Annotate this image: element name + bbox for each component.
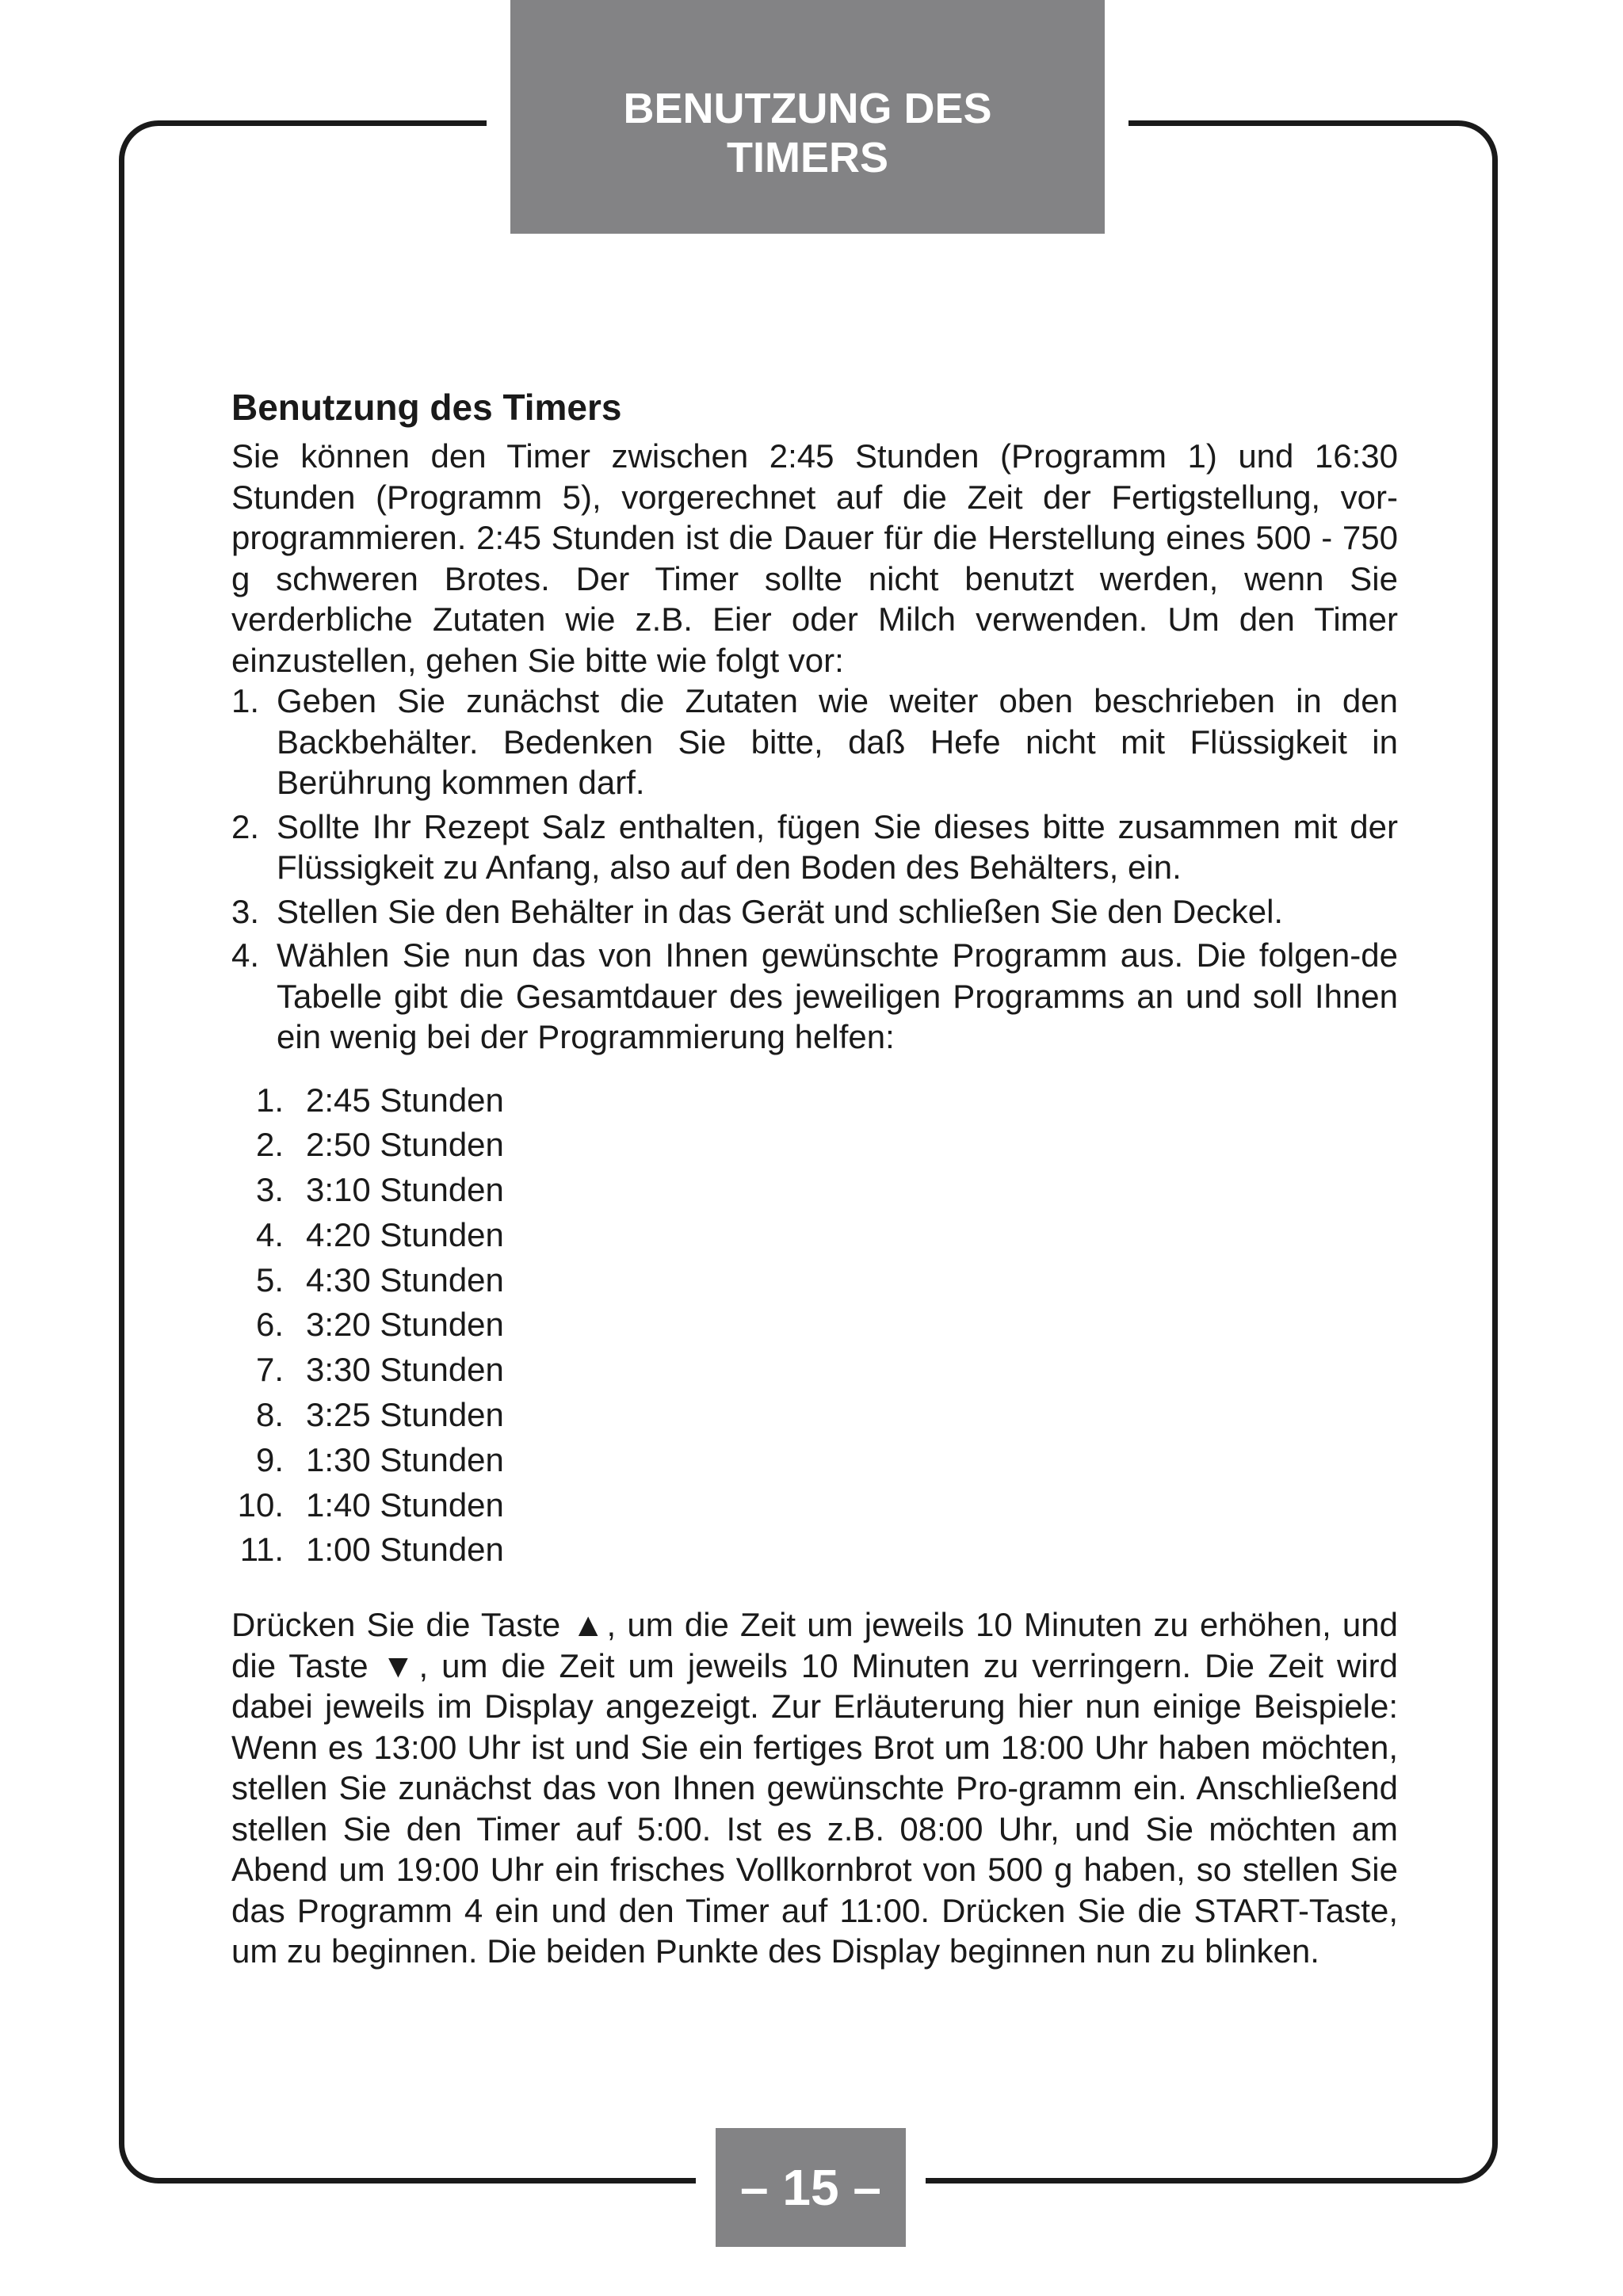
step-item — [231, 891, 1398, 933]
program-duration: 2:50 Stunden — [306, 1126, 504, 1164]
program-row — [231, 1302, 1398, 1348]
program-number: 8. — [255, 1396, 284, 1434]
step-text: Geben Sie zunächst die Zutaten wie weiter oben beschrieben in den Backbehälter. Bedenken Sie bitte, daß Hefe nicht mit Flüssigkeit in Berührung kommen darf. — [277, 682, 1398, 801]
program-duration: 1:40 Stunden — [306, 1486, 504, 1524]
step-item — [231, 681, 1398, 803]
closing-paragraph: Drücken Sie die Taste ▲, um die Zeit um jeweils 10 Minuten zu erhöhen, und die Taste ▼, um die Zeit um jeweils 10 Minuten zu verringern. Die Zeit wird dabei jeweils im Display angezeigt. Zur Erläuterung hier nun einige Beispiele: Wenn es 13:00 Uhr ist und Sie ein fertiges Brot um 18:00 Uhr haben möchten, stellen Sie zunächst das von Ihnen gewünschte Pro-gramm ein. Anschließend stellen Sie den Timer auf 5:00. Ist es z.B. 08:00 Uhr, und Sie möchten am Abend um 19:00 Uhr ein frisches Vollkornbrot von 500 g haben, so stellen Sie das Programm 4 ein und den Timer auf 11:00. Drücken Sie die START-Taste, um zu beginnen. Die beiden Punkte des Display beginnen nun zu blinken. — [231, 1606, 1398, 1970]
step-item — [231, 935, 1398, 1058]
step-text: Stellen Sie den Behälter in das Gerät und schließen Sie den Deckel. — [277, 892, 1284, 930]
program-duration: 4:30 Stunden — [306, 1261, 504, 1299]
program-row — [231, 1258, 1398, 1303]
program-row — [231, 1483, 1398, 1528]
step-list — [231, 681, 1398, 1058]
program-number: 11. — [239, 1531, 284, 1569]
page-content — [231, 383, 1398, 1972]
step-item — [231, 807, 1398, 888]
program-duration-list — [231, 1078, 1398, 1573]
step-text: Sollte Ihr Rezept Salz enthalten, fügen Sie dieses bitte zusammen mit der Flüssigkeit zu Anfang, also auf den Boden des Behälters, ein. — [277, 807, 1398, 886]
program-row — [231, 1078, 1398, 1123]
step-text: Wählen Sie nun das von Ihnen gewünschte Programm aus. Die folgen-de Tabelle gibt die Gesamtdauer des jeweiligen Programms an und soll Ihnen ein wenig bei der Programmierung helfen: — [277, 936, 1398, 1055]
step-number: 3. — [231, 892, 260, 930]
program-number: 4. — [255, 1215, 284, 1253]
program-duration: 1:30 Stunden — [306, 1440, 504, 1478]
program-row — [231, 1393, 1398, 1438]
program-row — [231, 1348, 1398, 1393]
program-number: 10. — [237, 1486, 284, 1524]
page-number-tab — [696, 2128, 926, 2247]
program-duration: 3:20 Stunden — [306, 1306, 504, 1344]
program-number: 5. — [255, 1261, 284, 1299]
program-number: 3. — [255, 1171, 284, 1209]
chapter-header — [487, 0, 1128, 234]
page-number: – 15 – — [740, 2159, 881, 2216]
program-duration: 3:25 Stunden — [306, 1396, 504, 1434]
program-row — [231, 1123, 1398, 1168]
program-row — [231, 1527, 1398, 1573]
step-number: 2. — [231, 807, 260, 845]
chapter-title: BENUTZUNG DES TIMERS — [623, 84, 992, 181]
program-duration: 4:20 Stunden — [306, 1215, 504, 1253]
program-number: 6. — [255, 1306, 284, 1344]
step-number: 4. — [231, 936, 260, 974]
program-row — [231, 1438, 1398, 1483]
program-number: 9. — [255, 1440, 284, 1478]
section-heading: Benutzung des Timers — [231, 387, 622, 428]
program-row — [231, 1168, 1398, 1213]
intro-paragraph: Sie können den Timer zwischen 2:45 Stunden (Programm 1) und 16:30 Stunden (Programm 5), vorgerechnet auf die Zeit der Fertigstellung, vor-programmieren. 2:45 Stunden ist die Dauer für die Herstellung eines 500 - 750 g schweren Brotes. Der Timer sollte nicht benutzt werden, wenn Sie verderbliche Zutaten wie z.B. Eier oder Milch verwenden. Um den Timer einzustellen, gehen Sie bitte wie folgt vor: — [231, 437, 1398, 679]
program-row — [231, 1213, 1398, 1258]
step-number: 1. — [231, 682, 260, 719]
program-number: 2. — [255, 1126, 284, 1164]
program-duration: 3:30 Stunden — [306, 1351, 504, 1389]
program-duration: 3:10 Stunden — [306, 1171, 504, 1209]
program-duration: 1:00 Stunden — [306, 1531, 504, 1569]
program-duration: 2:45 Stunden — [306, 1081, 504, 1119]
program-number: 1. — [255, 1081, 284, 1119]
program-number: 7. — [255, 1351, 284, 1389]
